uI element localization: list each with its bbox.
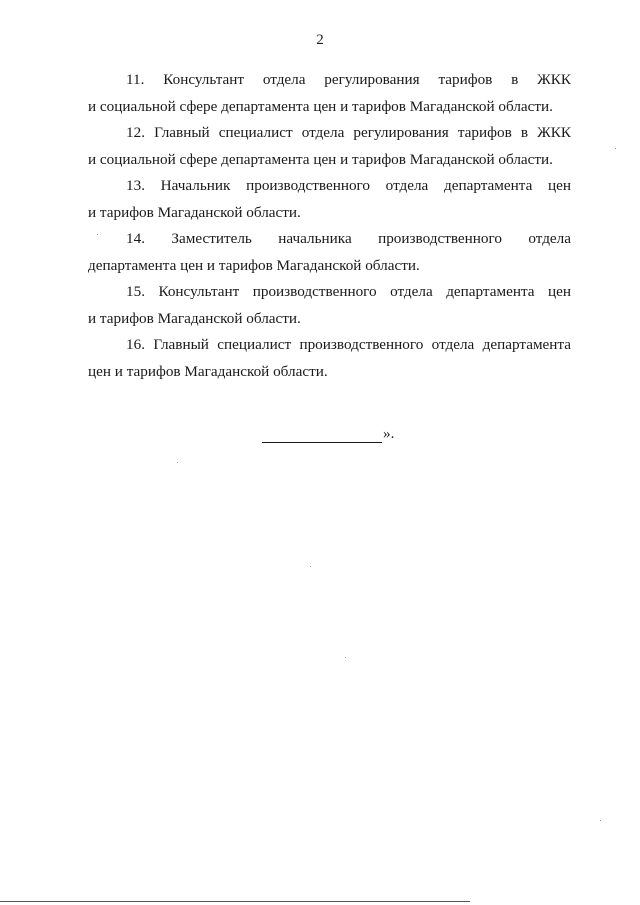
scan-speck: [97, 234, 98, 235]
list-item-line1: 15. Консультант производственного отдела департамента цен: [126, 283, 571, 300]
list-item-line2: департамента цен и тарифов Магаданской области.: [88, 256, 420, 274]
list-item-line1: 16. Главный специалист производственного отдела департамента: [126, 336, 571, 353]
closing-line: [262, 425, 394, 443]
closing-quote: ».: [383, 425, 395, 442]
scan-speck: [615, 148, 616, 149]
list-item: [88, 120, 571, 173]
scan-speck: [600, 820, 601, 821]
list-item-line1: 14. Заместитель начальника производственного отдела: [126, 230, 571, 247]
scan-speck: [310, 566, 311, 567]
page-number: 2: [316, 32, 324, 48]
list-item-line2: и социальной сфере департамента цен и тарифов Магаданской области.: [88, 97, 553, 115]
list-item: [88, 67, 571, 120]
scan-speck: [345, 657, 346, 658]
document-body: [88, 67, 571, 385]
list-item-line2: и социальной сфере департамента цен и тарифов Магаданской области.: [88, 150, 553, 168]
scan-edge-line: [0, 901, 470, 902]
list-item-line2: цен и тарифов Магаданской области.: [88, 362, 328, 380]
list-item: [88, 226, 571, 279]
list-item-line1: 12. Главный специалист отдела регулирования тарифов в ЖКК: [126, 124, 571, 141]
list-item-line2: и тарифов Магаданской области.: [88, 203, 301, 221]
list-item: [88, 173, 571, 226]
list-item-line1: 11. Консультант отдела регулирования тарифов в ЖКК: [126, 71, 571, 88]
list-item: [88, 332, 571, 385]
list-item-line1: 13. Начальник производственного отдела департамента цен: [126, 177, 571, 194]
list-item-line2: и тарифов Магаданской области.: [88, 309, 301, 327]
scan-speck: [177, 462, 178, 463]
closing-rule: [262, 425, 382, 443]
list-item: [88, 279, 571, 332]
